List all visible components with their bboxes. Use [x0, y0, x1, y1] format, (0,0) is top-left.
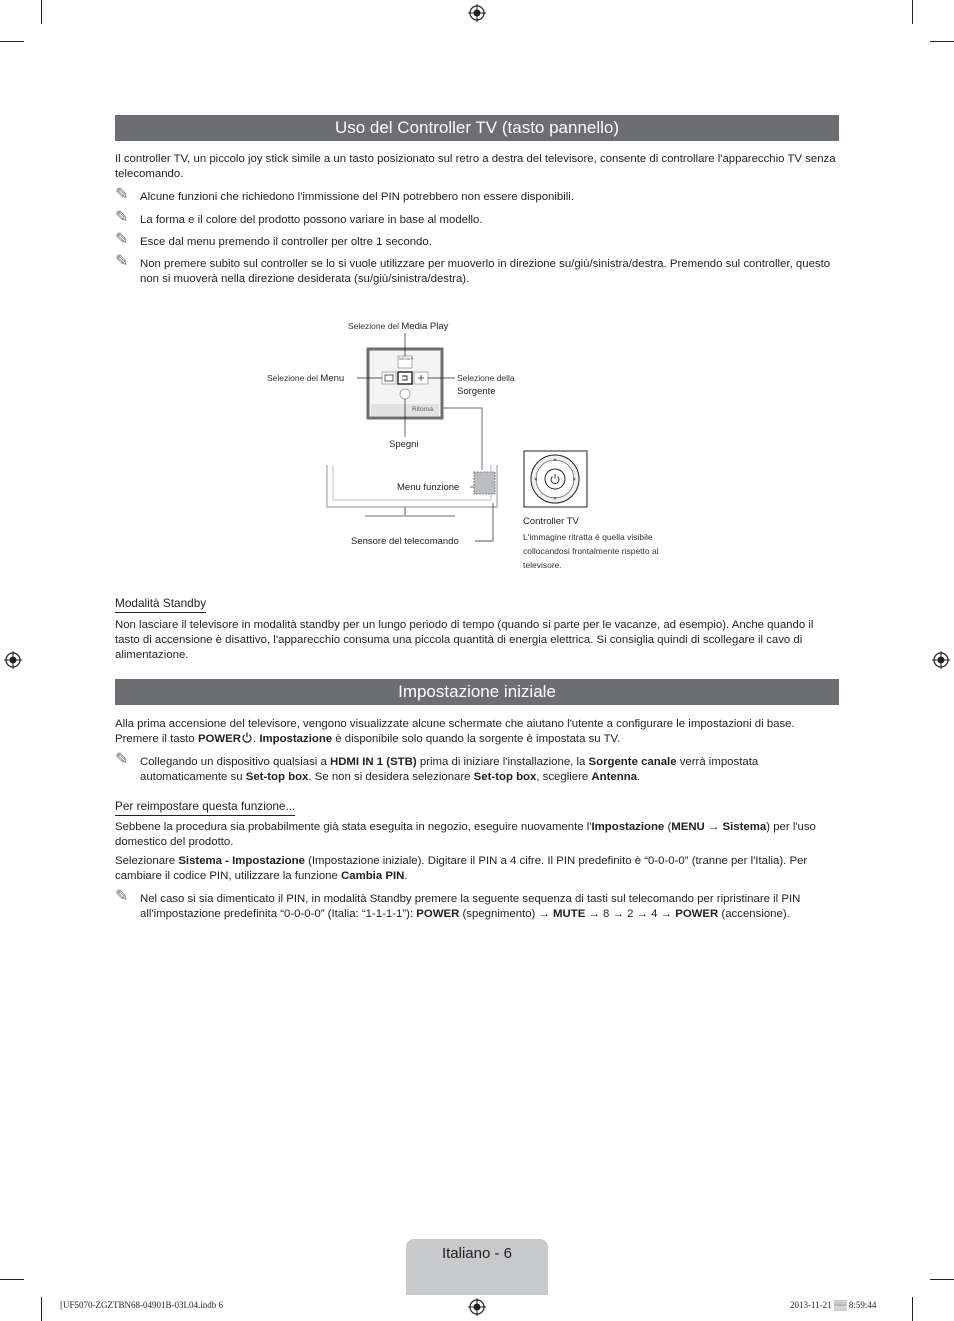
section-title: Impostazione iniziale: [115, 679, 839, 705]
note-text: Esce dal menu premendo il controller per oltre 1 secondo.: [140, 236, 432, 248]
text-run: (: [664, 821, 672, 833]
text-run: → 8 → 2 → 4 →: [585, 908, 676, 920]
power-label: POWER: [197, 733, 241, 745]
bold-term: POWER: [416, 908, 460, 920]
menu-funzione-label: Menu funzione: [397, 482, 460, 493]
intro-paragraph: Il controller TV, un piccolo joy stick simile a un tasto posizionato sul retro a destra del televisore, consente di controllare l'apparecchio TV senza telecomando.: [115, 153, 836, 180]
controller-tv-description: L'immagine ritratta è quella visibile collocandosi frontalmente rispetto al televisore.: [523, 532, 659, 570]
text-run: ) per l'uso domestico del prodotto.: [115, 821, 816, 848]
sensore-label: Sensore del telecomando: [351, 536, 459, 547]
media-play-key-label: MEDIA.P: [399, 357, 414, 361]
bold-term: POWER: [675, 908, 719, 920]
footer-file-info: [UF5070-ZGZTBN68-04901B-03L04.indb 6: [60, 1300, 223, 1310]
pin-paragraph: [115, 854, 839, 884]
intro-paragraph: [115, 717, 839, 747]
text-run: (spegnimento) →: [459, 908, 554, 920]
note-item: [115, 888, 839, 922]
note-text: La forma e il colore del prodotto possono variare in base al modello.: [140, 214, 483, 226]
power-icon: [241, 732, 253, 743]
note-text: [140, 892, 839, 922]
controller-diagram: [0, 0, 954, 600]
note-text: [140, 755, 839, 785]
bold-term: MENU: [671, 821, 705, 833]
bold-term: Impostazione: [591, 821, 665, 833]
text-run: →: [704, 821, 723, 833]
source-label: [457, 372, 515, 398]
bold-term: HDMI IN 1 (STB): [329, 756, 417, 768]
standby-heading: Modalità Standby: [115, 596, 206, 613]
reset-paragraph: [115, 820, 839, 850]
return-key-icon: [398, 372, 412, 384]
page-number: Italiano - 6: [441, 1245, 513, 1262]
power-key-icon: [400, 389, 410, 399]
reset-heading: Per reimpostare questa funzione...: [115, 799, 295, 816]
menu-key-icon: [382, 372, 396, 384]
bold-term: Set-top box: [245, 771, 309, 783]
text-run: è disponibile solo quando la sorgente è impostata su TV.: [332, 733, 621, 745]
spegni-label: Spegni: [389, 439, 419, 450]
bold-term: Sistema: [722, 821, 767, 833]
media-play-label: [348, 320, 448, 333]
note-item: [115, 751, 839, 785]
label-prefix: Selezione del: [267, 373, 321, 383]
label-bold: Menu: [320, 373, 345, 384]
pencil-note-icon: ✎: [115, 209, 129, 226]
text-run: (Impostazione iniziale). Digitare il PIN a 4 cifre. Il PIN predefinito è “0-0-0-0” (tranne per l'Italia). Per cambiare il codice PIN, utilizzare la funzione: [115, 855, 808, 882]
registration-mark-icon: [468, 1298, 486, 1316]
registration-mark-icon: [4, 651, 22, 669]
text-run: Sebbene la procedura sia probabilmente già stata eseguita in negozio, eseguire nuovamente l': [115, 821, 592, 833]
ritorna-label: Ritorna: [412, 406, 433, 413]
crop-mark: [930, 1279, 954, 1280]
menu-label: [267, 372, 344, 385]
bold-term: Impostazione: [259, 733, 333, 745]
label-bold: Sorgente: [457, 386, 496, 397]
crop-mark: [0, 1279, 24, 1280]
bold-term: Sorgente canale: [588, 756, 677, 768]
text-run: .: [637, 771, 641, 783]
footer-timestamp: 2013-11-21 ▒▒ 8:59:44: [790, 1300, 877, 1310]
text-run: Alla prima accensione del televisore, vengono visualizzate alcune schermate che aiutano l'utente a configurare le impostazioni di base. Premere il tasto: [115, 718, 795, 745]
note-text: Non premere subito sul controller se lo si vuole utilizzare per muoverlo in direzione su/giù/sinistra/destra. Premendo sul controller, questo non si muoverà nella direzione desiderata (su/giù/sinistra/destra).: [140, 258, 831, 285]
bold-term: Cambia PIN: [341, 870, 405, 882]
pencil-note-icon: ✎: [115, 253, 129, 270]
label-prefix: Selezione del: [348, 321, 402, 331]
section-title: Uso del Controller TV (tasto pannello): [115, 115, 839, 141]
label-prefix: Selezione della: [457, 373, 515, 383]
text-run: (accensione).: [718, 908, 790, 920]
text-run: .: [404, 870, 408, 882]
pencil-note-icon: ✎: [115, 888, 129, 905]
text-run: , scegliere: [536, 771, 592, 783]
text-run: verrà impostata automaticamente su: [140, 756, 759, 783]
function-menu-sensor-box: [474, 472, 495, 494]
label-bold: Media Play: [401, 321, 449, 332]
standby-paragraph: Non lasciare il televisore in modalità standby per un lungo periodo di tempo (quando si parte per le vacanze, ad esempio). Anche quando il tasto di accensione è disattivo, l'apparecchio consuma una piccola quantità di energia elettrica. Si consiglia quindi di scollegare il cavo di alimentazione.: [115, 619, 814, 661]
text-run: Selezionare: [115, 855, 179, 867]
text-run: prima di iniziare l'installazione, la: [416, 756, 589, 768]
text-run: Collegando un dispositivo qualsiasi a: [140, 756, 330, 768]
text-run: . Se non si desidera selezionare: [308, 771, 474, 783]
registration-mark-icon: [932, 651, 950, 669]
pencil-note-icon: ✎: [115, 231, 129, 248]
crop-mark: [912, 1297, 913, 1321]
pencil-note-icon: ✎: [115, 751, 129, 768]
note-text: Alcune funzioni che richiedono l'immissione del PIN potrebbero non essere disponibili.: [140, 191, 574, 203]
bold-term: MUTE: [553, 908, 586, 920]
text-run: Nel caso si sia dimenticato il PIN, in modalità Standby premere la seguente sequenza di tasti sul telecomando per ripristinare il PIN all'impostazione predefinita “0-0-0-0” (Italia: “1-1-1-1”):: [140, 893, 801, 920]
controller-tv-label: Controller TV: [523, 516, 579, 527]
pencil-note-icon: ✎: [115, 186, 129, 203]
text-run: .: [252, 733, 260, 745]
bold-term: Antenna: [591, 771, 637, 783]
bold-term: Sistema - Impostazione: [178, 855, 305, 867]
crop-mark: [41, 1297, 42, 1321]
bold-term: Set-top box: [473, 771, 537, 783]
